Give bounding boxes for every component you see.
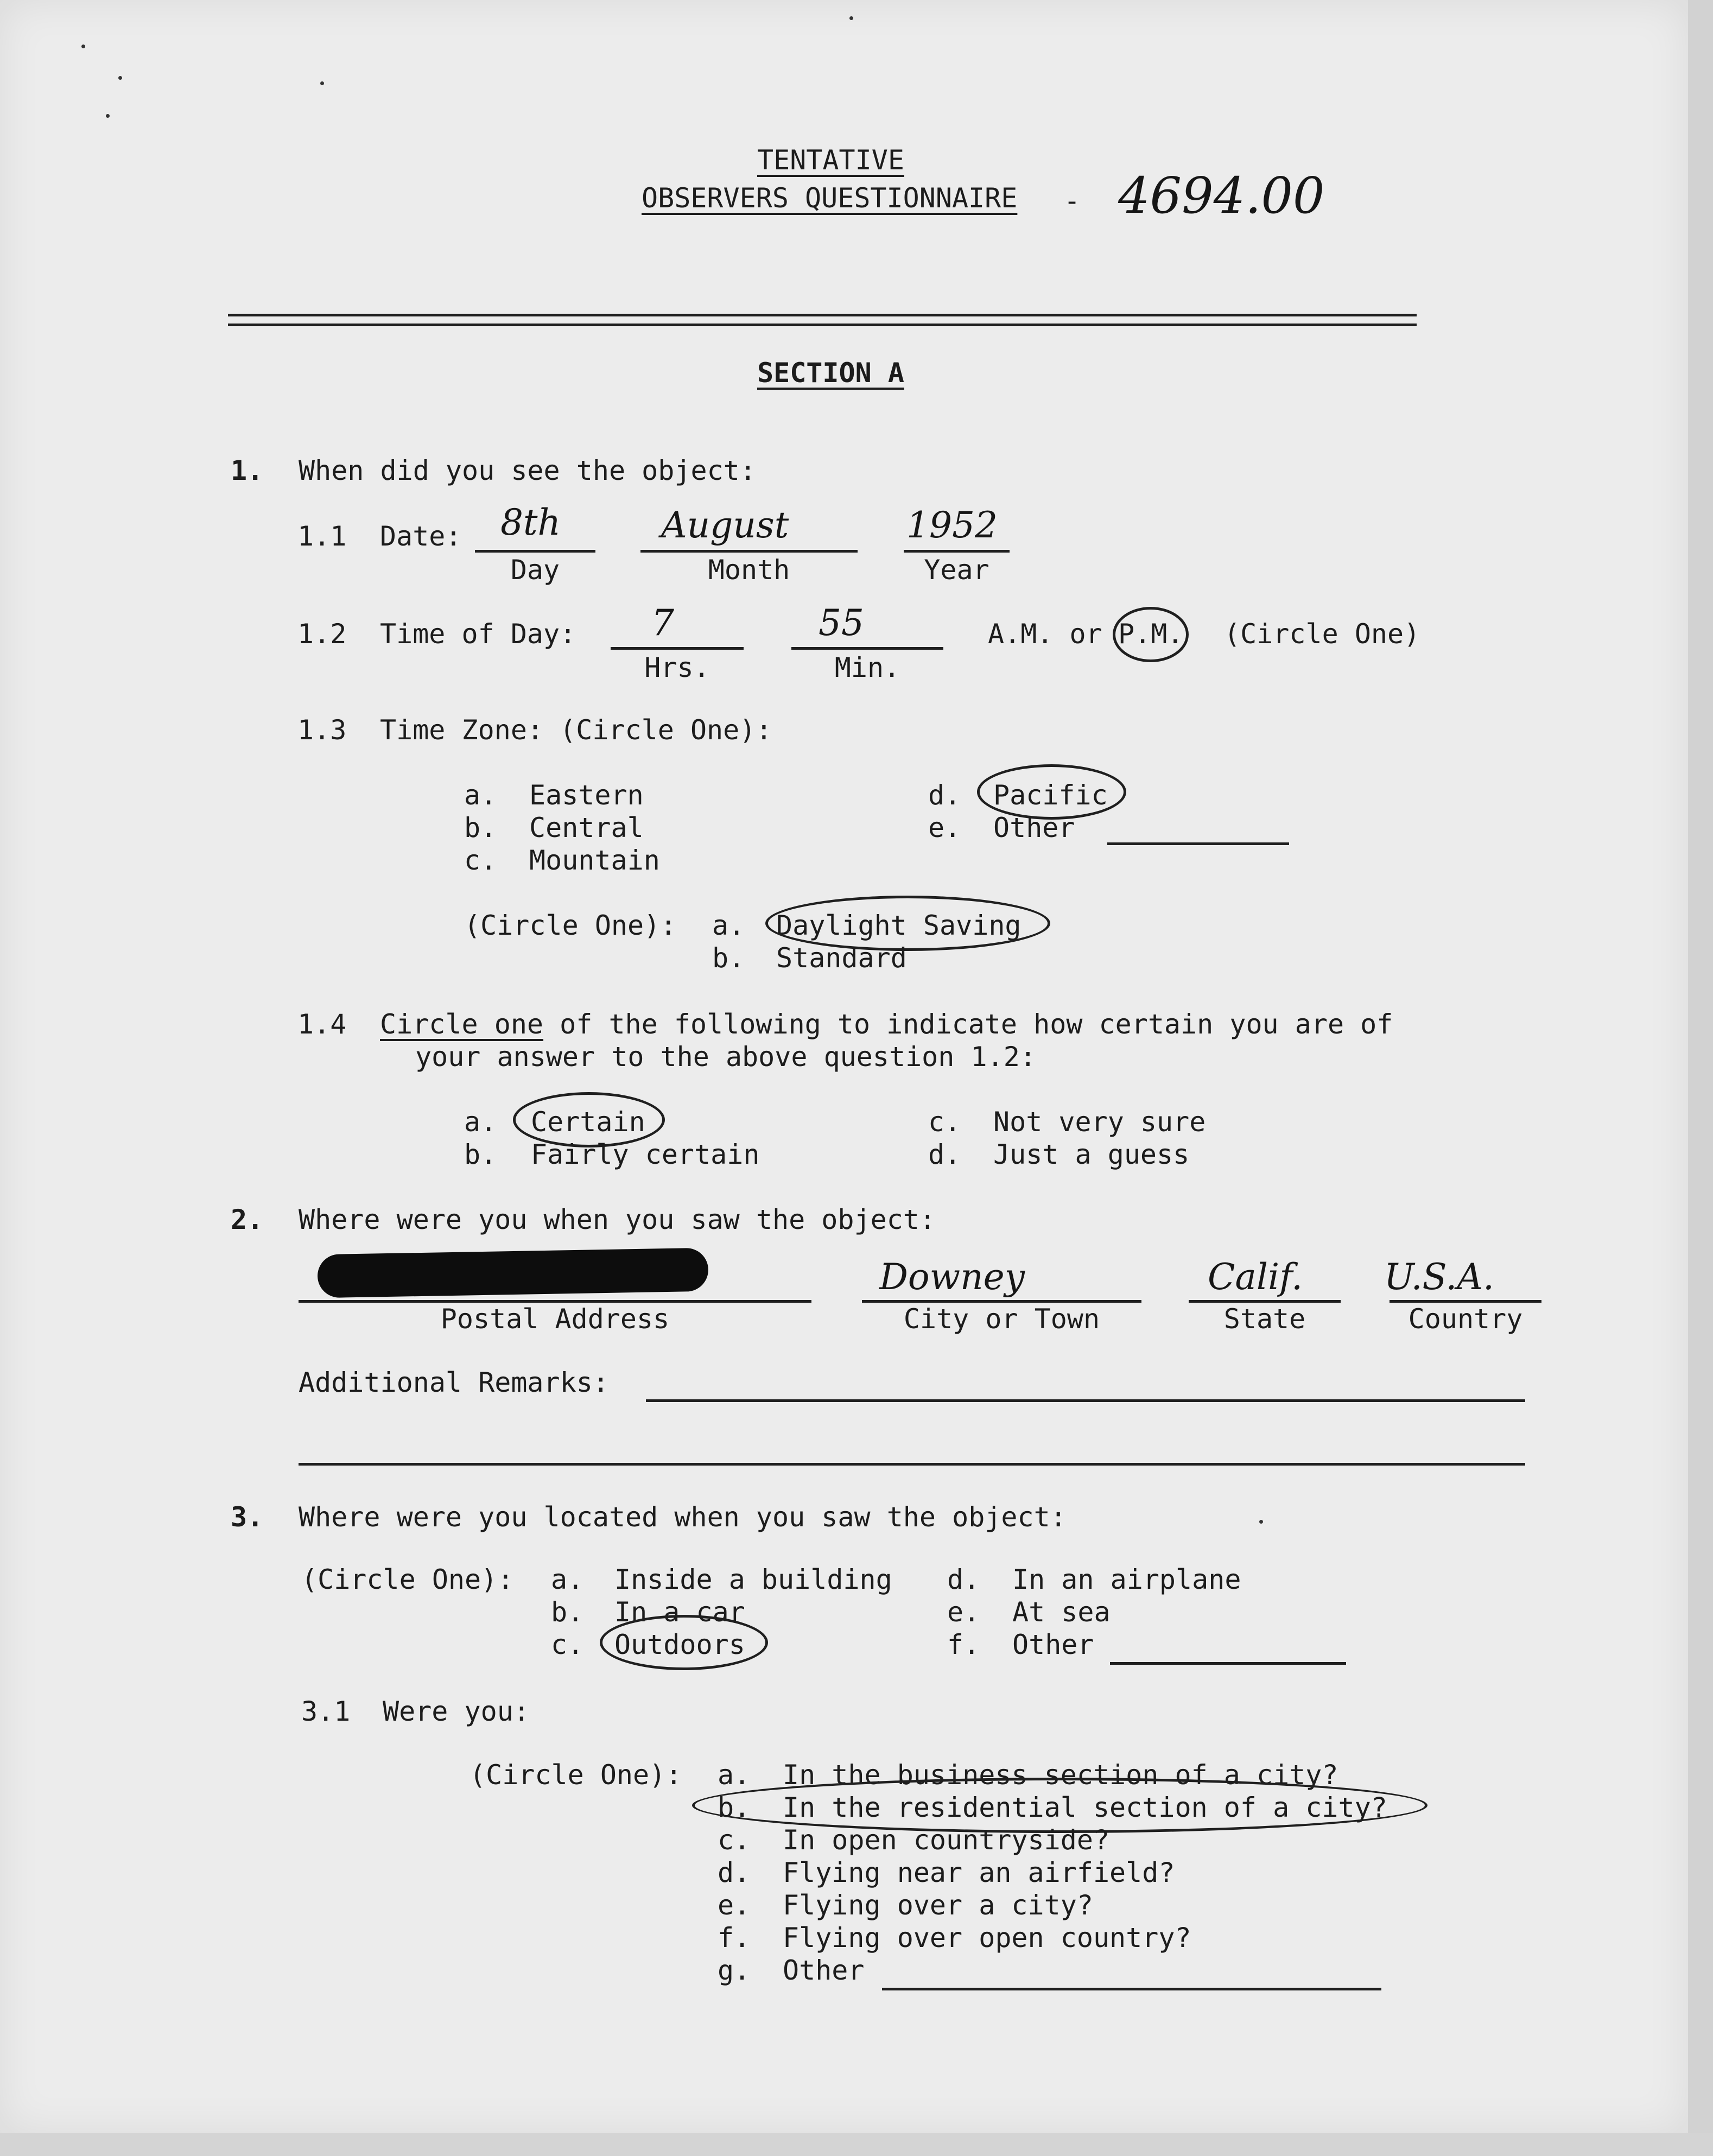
postal-address-caption: Postal Address — [440, 1303, 670, 1335]
saving-a-text: Daylight Saving — [776, 910, 1022, 941]
country-value: U.S.A. — [1384, 1256, 1495, 1298]
speck — [118, 76, 122, 80]
file-number-handwritten: 4694.00 — [1118, 167, 1325, 225]
remarks-label: Additional Remarks: — [299, 1367, 609, 1398]
header-rule-bottom — [228, 324, 1417, 326]
saving-b-text: Standard — [776, 942, 907, 974]
tz-b-text: Central — [529, 812, 644, 844]
q3-1-label: Were you: — [383, 1696, 530, 1727]
loc-c-letter: c. — [551, 1629, 584, 1660]
loc-a-letter: a. — [551, 1564, 584, 1595]
speck — [320, 81, 324, 85]
tz-d-letter: d. — [928, 779, 961, 811]
country-caption: Country — [1408, 1303, 1523, 1335]
q1-2-label: Time of Day: — [380, 618, 576, 650]
sect-b-letter: b. — [718, 1792, 751, 1823]
time-am-or: A.M. or — [988, 618, 1102, 650]
q1-3-label: Time Zone: (Circle One): — [380, 714, 772, 746]
pacific-circle-mark — [977, 764, 1126, 820]
loc-f-letter: f. — [947, 1629, 980, 1660]
cert-c-text: Not very sure — [993, 1106, 1206, 1138]
loc-b-text: In a car — [614, 1596, 745, 1628]
q1-4-text-line1 — [380, 1011, 1393, 1038]
sect-f-letter: f. — [718, 1922, 751, 1954]
sect-b-text: In the residential section of a city? — [783, 1792, 1387, 1823]
date-day-value: 8th — [500, 502, 561, 543]
tz-d-text: Pacific — [993, 779, 1108, 811]
city-caption: City or Town — [903, 1303, 1100, 1335]
q1-3-number: 1.3 — [297, 714, 347, 746]
q3-1-number: 3.1 — [301, 1696, 351, 1727]
sect-c-text: In open countryside? — [783, 1824, 1110, 1856]
speck — [1259, 1520, 1263, 1524]
outdoors-circle-mark — [600, 1615, 768, 1670]
date-day-line — [475, 550, 595, 553]
time-min-caption: Min. — [834, 652, 900, 683]
sect-f-text: Flying over open country? — [783, 1922, 1191, 1954]
loc-c-text: Outdoors — [614, 1629, 745, 1660]
date-year-caption: Year — [924, 554, 989, 586]
sect-g-letter: g. — [718, 1955, 751, 1986]
q3-circle-one: (Circle One): — [301, 1564, 514, 1595]
speck — [106, 114, 110, 118]
remarks-line-2 — [299, 1463, 1525, 1466]
state-line — [1189, 1300, 1341, 1303]
sect-c-letter: c. — [718, 1824, 751, 1856]
sect-a-text: In the business section of a city? — [783, 1759, 1338, 1791]
q1-4-number: 1.4 — [297, 1009, 347, 1040]
sect-d-text: Flying near an airfield? — [783, 1857, 1175, 1888]
date-year-line — [904, 550, 1010, 553]
time-min-line — [791, 647, 943, 650]
city-value: Downey — [879, 1256, 1025, 1298]
q2-number: 2. — [231, 1204, 264, 1235]
loc-b-letter: b. — [551, 1596, 584, 1628]
tz-other-line — [1107, 842, 1289, 845]
cert-b-letter: b. — [464, 1139, 497, 1170]
cert-d-text: Just a guess — [993, 1139, 1190, 1170]
q3-number: 3. — [231, 1501, 264, 1533]
time-hrs-line — [611, 647, 744, 650]
q1-1-number: 1.1 — [297, 521, 347, 552]
title-tentative: TENTATIVE — [757, 144, 904, 176]
q3-1-circle-one: (Circle One): — [470, 1759, 682, 1791]
loc-a-text: Inside a building — [614, 1564, 892, 1595]
sect-e-letter: e. — [718, 1889, 751, 1921]
cert-a-text: Certain — [531, 1106, 645, 1138]
header-dash: - — [1064, 185, 1081, 217]
saving-a-letter: a. — [712, 910, 745, 941]
pm-circle-mark — [1113, 607, 1189, 662]
date-month-line — [640, 550, 858, 553]
tz-e-letter: e. — [928, 812, 961, 844]
saving-b-letter: b. — [712, 942, 745, 974]
saving-label: (Circle One): — [464, 910, 677, 941]
q2-question: Where were you when you saw the object: — [299, 1204, 936, 1235]
loc-d-text: In an airplane — [1012, 1564, 1241, 1595]
loc-other-line — [1110, 1662, 1346, 1665]
sect-g-text: Other — [783, 1955, 865, 1986]
city-line — [862, 1300, 1141, 1303]
loc-d-letter: d. — [947, 1564, 980, 1595]
cert-c-letter: c. — [928, 1106, 961, 1138]
remarks-line-1 — [646, 1399, 1525, 1402]
q1-4-circle-one: Circle one — [380, 1009, 544, 1040]
time-pm: P.M. — [1118, 618, 1184, 650]
redacted-postal-address — [317, 1248, 708, 1298]
loc-e-text: At sea — [1012, 1596, 1111, 1628]
sect-d-letter: d. — [718, 1857, 751, 1888]
q1-1-label: Date: — [380, 521, 462, 552]
speck — [81, 45, 85, 48]
tz-c-text: Mountain — [529, 845, 660, 876]
date-month-caption: Month — [708, 554, 790, 586]
cert-d-letter: d. — [928, 1139, 961, 1170]
date-month-value: August — [661, 504, 789, 546]
scan-edge-bottom — [0, 2133, 1713, 2156]
section-title: SECTION A — [757, 357, 904, 389]
loc-e-letter: e. — [947, 1596, 980, 1628]
tz-e-text: Other — [993, 812, 1075, 844]
speck — [849, 16, 853, 20]
cert-a-letter: a. — [464, 1106, 497, 1138]
postal-address-line — [299, 1300, 811, 1303]
q1-2-number: 1.2 — [297, 618, 347, 650]
time-hrs-value: 7 — [651, 602, 674, 644]
time-min-value: 55 — [819, 602, 864, 644]
date-year-value: 1952 — [906, 504, 998, 546]
time-circle-one: (Circle One) — [1224, 618, 1420, 650]
sect-a-letter: a. — [718, 1759, 751, 1791]
tz-a-text: Eastern — [529, 779, 644, 811]
time-hrs-caption: Hrs. — [644, 652, 710, 683]
state-caption: State — [1223, 1303, 1306, 1335]
tz-c-letter: c. — [464, 845, 497, 876]
q1-4-text-rest: of the following to indicate how certain you are of — [543, 1009, 1393, 1040]
state-value: Calif. — [1208, 1256, 1303, 1298]
q1-question: When did you see the object: — [299, 455, 756, 486]
q1-4-text-line2: your answer to the above question 1.2: — [415, 1041, 1036, 1073]
scan-edge-right — [1688, 0, 1713, 2156]
header-rule-top — [228, 314, 1417, 316]
cert-b-text: Fairly certain — [531, 1139, 760, 1170]
q1-number: 1. — [231, 455, 264, 486]
sect-e-text: Flying over a city? — [783, 1889, 1093, 1921]
sect-other-line — [882, 1988, 1381, 1990]
loc-f-text: Other — [1012, 1629, 1094, 1660]
tz-b-letter: b. — [464, 812, 497, 844]
title-questionnaire: OBSERVERS QUESTIONNAIRE — [642, 182, 1018, 214]
country-line — [1390, 1300, 1541, 1303]
q3-question: Where were you located when you saw the object: — [299, 1501, 1067, 1533]
tz-a-letter: a. — [464, 779, 497, 811]
date-day-caption: Day — [510, 554, 560, 586]
